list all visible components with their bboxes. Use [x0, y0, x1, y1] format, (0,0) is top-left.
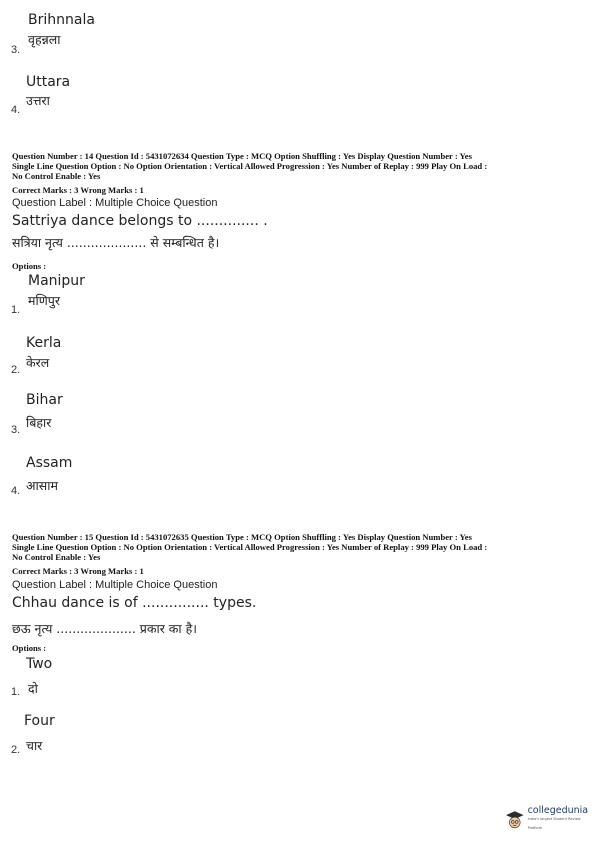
q14-option-1-en: Manipur [28, 273, 85, 289]
q14-question-label: Question Label : Multiple Choice Question [12, 197, 218, 209]
q15-question-text-en: Chhau dance is of ............... types. [12, 595, 257, 611]
q13-option-4-hi: उत्तरा [26, 93, 50, 108]
brand-tagline: India's largest Student Review Platform [527, 817, 581, 830]
q15-marks: Correct Marks : 3 Wrong Marks : 1 [12, 566, 144, 576]
q14-meta-line-3: No Control Enable : Yes [12, 171, 101, 181]
q13-option-4-number: 4. [11, 104, 21, 116]
q15-option-2-number: 2. [11, 744, 21, 756]
q15-option-2-hi: चार [26, 738, 43, 753]
q14-marks: Correct Marks : 3 Wrong Marks : 1 [12, 185, 144, 195]
q14-option-3-en: Bihar [26, 392, 63, 408]
q14-option-3-number: 3. [11, 424, 21, 436]
q13-option-3-hi: वृहन्नला [28, 32, 61, 47]
q13-option-3-en: Brihnnala [28, 12, 95, 28]
q14-option-2-hi: केरल [26, 355, 50, 370]
q14-meta-line-1: Question Number : 14 Question Id : 5431072634 Question Type : MCQ Option Shuffling : Yes Display Question Number : Yes [12, 151, 472, 161]
q13-option-4-en: Uttara [26, 74, 71, 90]
q15-option-1-number: 1. [11, 686, 21, 698]
q14-meta-line-2: Single Line Question Option : No Option Orientation : Vertical Allowed Progression : Yes Number of Replay : 999 Play On Load : [12, 161, 488, 171]
q14-question-text-hi: सत्रिया नृत्य .................... से सम्बन्धित है। [12, 235, 220, 250]
q14-option-2-en: Kerla [26, 335, 62, 351]
q15-option-1-hi: दो [28, 681, 38, 696]
q14-option-1-hi: मणिपुर [28, 293, 60, 308]
q15-option-1-en: Two [26, 656, 53, 672]
q15-option-2-en: Four [24, 713, 55, 729]
q15-options-label: Options : [12, 643, 47, 653]
q15-meta-line-3: No Control Enable : Yes [12, 552, 101, 562]
q14-option-3-hi: बिहार [26, 415, 52, 430]
brand-name: collegedunia [527, 805, 589, 816]
q14-option-4-hi: आसाम [26, 478, 58, 493]
q15-question-label: Question Label : Multiple Choice Question [12, 579, 218, 591]
q15-meta-line-2: Single Line Question Option : No Option Orientation : Vertical Allowed Progression : Yes Number of Replay : 999 Play On Load : [12, 542, 488, 552]
q14-option-4-en: Assam [26, 455, 73, 471]
q14-option-1-number: 1. [11, 304, 21, 316]
q13-option-3-number: 3. [11, 44, 21, 56]
q14-options-label: Options : [12, 261, 47, 271]
q14-question-text-en: Sattriya dance belongs to .............. . [12, 213, 268, 229]
collegedunia-logo [505, 806, 595, 833]
graduate-mascot-icon [505, 810, 525, 830]
q15-meta-line-1: Question Number : 15 Question Id : 5431072635 Question Type : MCQ Option Shuffling : Yes Display Question Number : Yes [12, 532, 472, 542]
q14-option-2-number: 2. [11, 364, 21, 376]
q14-option-4-number: 4. [11, 485, 21, 497]
q15-question-text-hi: छऊ नृत्य .................... प्रकार का है। [12, 621, 197, 636]
